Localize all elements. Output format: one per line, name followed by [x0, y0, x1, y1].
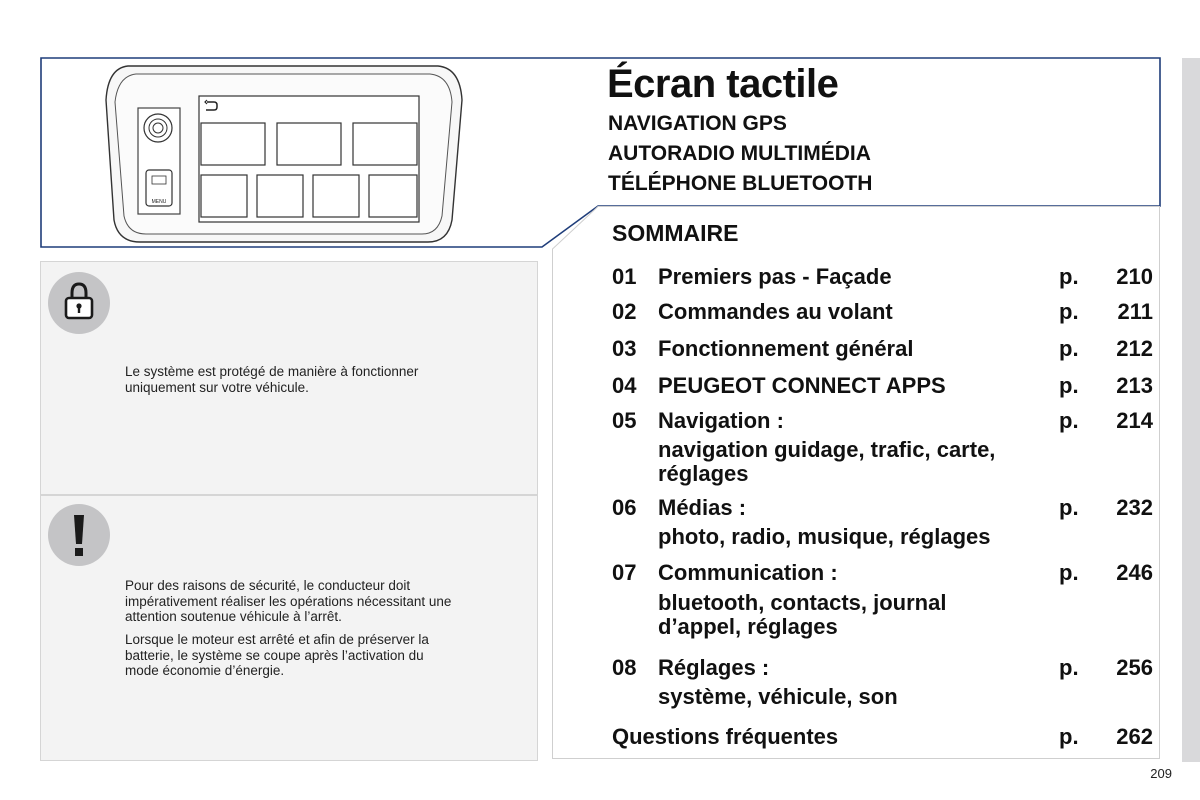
padlock-badge	[48, 272, 110, 334]
page-number: 209	[1150, 766, 1172, 781]
toc-page-number: 212	[1116, 336, 1153, 361]
toc-sublabel: photo, radio, musique, réglages	[658, 524, 991, 549]
toc-label: Communication :	[658, 560, 838, 585]
subtitle-autoradio: AUTORADIO MULTIMÉDIA	[608, 142, 871, 165]
toc-label: Réglages :	[658, 655, 770, 680]
toc-page-prefix: p.	[1059, 560, 1079, 585]
warning-badge	[48, 504, 110, 566]
toc-sublabel: navigation guidage, trafic, carte,	[658, 437, 996, 462]
toc-number: 03	[612, 336, 637, 361]
menu-button-icon	[146, 170, 172, 206]
menu-label: MENU	[151, 199, 167, 205]
toc-page-prefix: p.	[1059, 724, 1079, 749]
toc-label: Fonctionnement général	[658, 336, 914, 361]
toc-page-number: 246	[1116, 560, 1153, 585]
toc-page-prefix: p.	[1059, 655, 1079, 680]
toc-page-prefix: p.	[1059, 299, 1079, 324]
toc-number: 02	[612, 299, 637, 324]
toc-label: Médias :	[658, 495, 747, 520]
toc-page-number: 214	[1116, 408, 1153, 433]
volume-knob-icon	[144, 114, 172, 142]
toc-number: 06	[612, 495, 637, 520]
toc-page-number: 211	[1117, 299, 1153, 324]
toc-page-number: 262	[1116, 724, 1153, 749]
toc-number: 01	[612, 264, 637, 289]
toc-faq-label: Questions fréquentes	[612, 724, 839, 749]
subtitle-navigation: NAVIGATION GPS	[608, 112, 787, 135]
warning-note-box	[40, 495, 538, 761]
toc-number: 07	[612, 560, 637, 585]
toc-number: 04	[612, 373, 637, 398]
warning-note-text-2: Lorsque le moteur est arrêté et afin de préserver la batterie, le système se coupe après l’activation du mode économie d’énergie.	[125, 632, 429, 678]
toc-page-number: 210	[1116, 264, 1153, 289]
toc-label: Navigation :	[658, 408, 784, 433]
toc-sublabel: d’appel, réglages	[658, 614, 838, 639]
toc-page-number: 256	[1116, 655, 1153, 680]
toc-page-number: 213	[1116, 373, 1153, 398]
warning-note-text-1: Pour des raisons de sécurité, le conducteur doit impérativement réaliser les opérations nécessitant une attention soutenue véhicule à l’arrêt.	[125, 578, 452, 624]
page-title: Écran tactile	[607, 62, 839, 106]
toc-page-prefix: p.	[1059, 373, 1079, 398]
toc-label: Premiers pas - Façade	[658, 264, 892, 289]
toc-label: Commandes au volant	[658, 299, 893, 324]
toc-number: 08	[612, 655, 637, 680]
toc-title: SOMMAIRE	[612, 220, 739, 246]
padlock-icon	[48, 272, 110, 334]
toc-sublabel: réglages	[658, 461, 749, 486]
toc-page-prefix: p.	[1059, 408, 1079, 433]
lock-note-text: Le système est protégé de manière à fonctionner uniquement sur votre véhicule.	[125, 364, 419, 395]
toc-page-prefix: p.	[1059, 336, 1079, 361]
subtitle-telephone: TÉLÉPHONE BLUETOOTH	[608, 172, 873, 195]
toc-page-number: 232	[1116, 495, 1153, 520]
touchscreen-device-illustration	[100, 60, 470, 246]
exclamation-icon	[48, 504, 110, 566]
toc-label: PEUGEOT CONNECT APPS	[658, 373, 946, 398]
toc-page-prefix: p.	[1059, 495, 1079, 520]
toc-number: 05	[612, 408, 637, 433]
toc-page-prefix: p.	[1059, 264, 1079, 289]
toc-sublabel: bluetooth, contacts, journal	[658, 590, 947, 615]
toc-sublabel: système, véhicule, son	[658, 684, 898, 709]
